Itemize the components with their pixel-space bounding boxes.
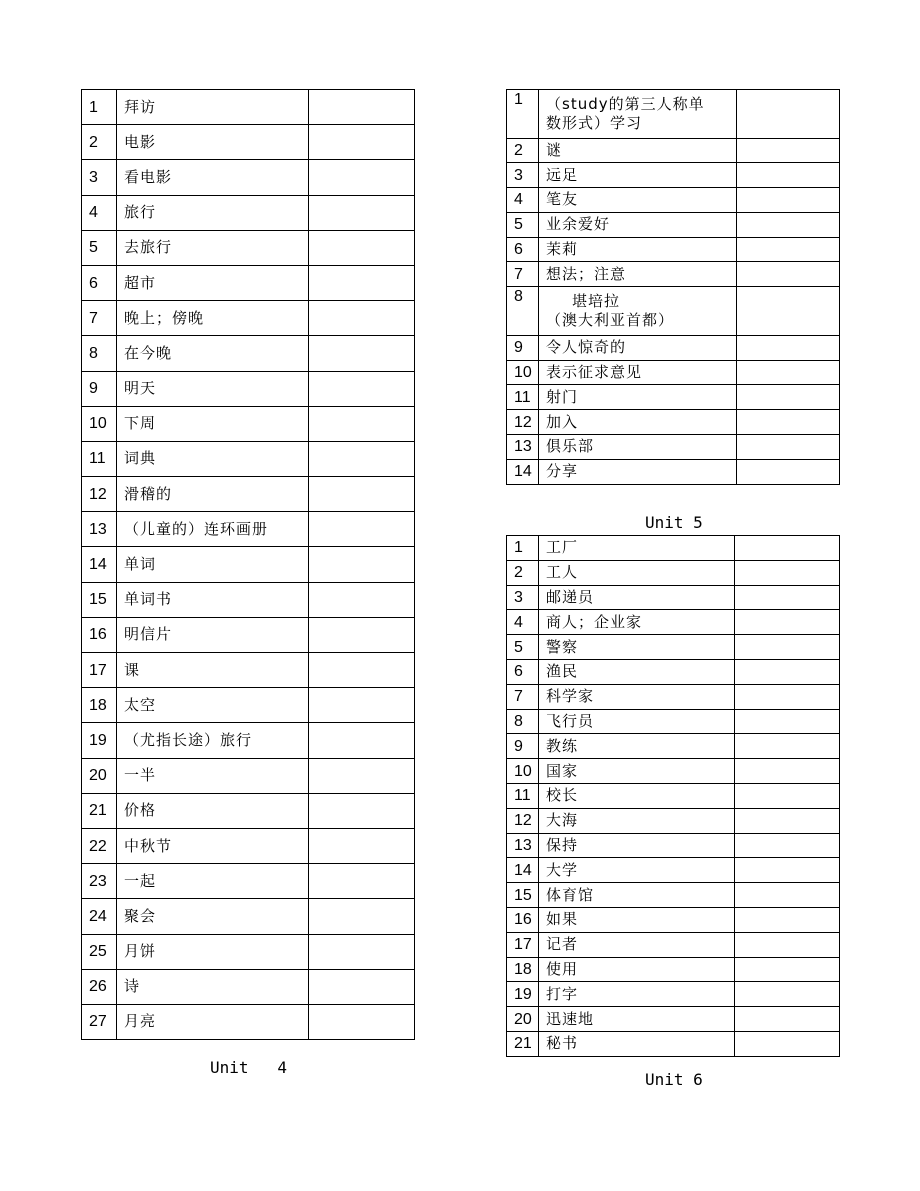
row-number: 7 — [507, 262, 539, 287]
row-number: 14 — [507, 459, 539, 484]
answer-blank-cell[interactable] — [737, 138, 840, 163]
answer-blank-cell[interactable] — [737, 237, 840, 262]
table-row — [82, 758, 415, 793]
chinese-meaning: 价格 — [117, 793, 309, 828]
row-number: 18 — [82, 688, 117, 723]
chinese-meaning: 一半 — [117, 758, 309, 793]
answer-blank-cell[interactable] — [309, 406, 415, 441]
row-number: 4 — [82, 195, 117, 230]
table-row — [82, 828, 415, 863]
answer-blank-cell[interactable] — [735, 709, 840, 734]
table-row — [82, 899, 415, 934]
table-row — [507, 560, 840, 585]
chinese-meaning: 一起 — [117, 864, 309, 899]
answer-blank-cell[interactable] — [735, 536, 840, 561]
table-row — [507, 659, 840, 684]
row-number: 22 — [82, 828, 117, 863]
row-number: 1 — [507, 536, 539, 561]
answer-blank-cell[interactable] — [309, 371, 415, 406]
answer-blank-cell[interactable] — [309, 441, 415, 476]
table-row — [82, 441, 415, 476]
table-row — [82, 617, 415, 652]
chinese-meaning: 加入 — [539, 410, 737, 435]
chinese-meaning: 笔友 — [539, 188, 737, 213]
answer-blank-cell[interactable] — [309, 336, 415, 371]
table-row — [507, 734, 840, 759]
table-row — [507, 709, 840, 734]
table-row — [82, 688, 415, 723]
answer-blank-cell[interactable] — [735, 808, 840, 833]
row-number: 20 — [507, 1007, 539, 1032]
chinese-meaning: 明天 — [117, 371, 309, 406]
chinese-meaning: 大学 — [539, 858, 735, 883]
table-row — [82, 547, 415, 582]
answer-blank-cell[interactable] — [309, 758, 415, 793]
answer-blank-cell[interactable] — [309, 617, 415, 652]
table-row — [507, 434, 840, 459]
answer-blank-cell[interactable] — [735, 759, 840, 784]
row-number: 12 — [82, 477, 117, 512]
answer-blank-cell[interactable] — [737, 188, 840, 213]
answer-blank-cell[interactable] — [735, 684, 840, 709]
table-row — [507, 287, 840, 336]
chinese-meaning: （儿童的）连环画册 — [117, 512, 309, 547]
row-number: 9 — [507, 335, 539, 360]
chinese-meaning: 打字 — [539, 982, 735, 1007]
chinese-meaning: 教练 — [539, 734, 735, 759]
row-number: 23 — [82, 864, 117, 899]
table-row — [507, 262, 840, 287]
chinese-meaning-line-2: （澳大利亚首都） — [546, 311, 675, 330]
chinese-meaning: 在今晚 — [117, 336, 309, 371]
row-number: 3 — [507, 585, 539, 610]
chinese-meaning: 去旅行 — [117, 230, 309, 265]
chinese-meaning: 旅行 — [117, 195, 309, 230]
answer-blank-cell[interactable] — [309, 969, 415, 1004]
row-number: 15 — [507, 883, 539, 908]
answer-blank-cell[interactable] — [309, 512, 415, 547]
table-row — [507, 163, 840, 188]
answer-blank-cell[interactable] — [735, 610, 840, 635]
chinese-meaning: 电影 — [117, 125, 309, 160]
row-number: 9 — [507, 734, 539, 759]
answer-blank-cell[interactable] — [735, 783, 840, 808]
chinese-meaning-line-1: （study的第三人称单 — [546, 94, 705, 113]
answer-blank-cell[interactable] — [737, 287, 840, 336]
chinese-meaning-line-1: 堪培拉 — [572, 292, 621, 311]
table-row — [82, 230, 415, 265]
chinese-meaning: 单词书 — [117, 582, 309, 617]
table-row — [82, 793, 415, 828]
row-number: 10 — [82, 406, 117, 441]
chinese-meaning-line-2: 数形式）学习 — [546, 113, 643, 132]
chinese-meaning: 茉莉 — [539, 237, 737, 262]
row-number: 16 — [507, 907, 539, 932]
row-number: 5 — [507, 635, 539, 660]
table-row — [507, 932, 840, 957]
row-number: 4 — [507, 188, 539, 213]
table-row — [82, 336, 415, 371]
answer-blank-cell[interactable] — [735, 1007, 840, 1032]
chinese-meaning: 业余爱好 — [539, 212, 737, 237]
answer-blank-cell[interactable] — [737, 385, 840, 410]
chinese-meaning: 警察 — [539, 635, 735, 660]
row-number: 26 — [82, 969, 117, 1004]
table-row — [82, 477, 415, 512]
table-row — [507, 808, 840, 833]
table-row — [507, 957, 840, 982]
answer-blank-cell[interactable] — [735, 1031, 840, 1056]
chinese-meaning: 保持 — [539, 833, 735, 858]
answer-blank-cell[interactable] — [735, 560, 840, 585]
answer-blank-cell[interactable] — [309, 934, 415, 969]
table-row — [507, 610, 840, 635]
table-row — [507, 635, 840, 660]
chinese-meaning: 想法；注意 — [539, 262, 737, 287]
answer-blank-cell[interactable] — [309, 301, 415, 336]
chinese-meaning: 体育馆 — [539, 883, 735, 908]
chinese-meaning: 诗 — [117, 969, 309, 1004]
chinese-meaning: 记者 — [539, 932, 735, 957]
row-number: 6 — [507, 237, 539, 262]
row-number: 15 — [82, 582, 117, 617]
chinese-meaning: 表示征求意见 — [539, 360, 737, 385]
table-row — [507, 1031, 840, 1056]
row-number: 13 — [507, 434, 539, 459]
row-number: 1 — [82, 90, 117, 125]
row-number: 2 — [82, 125, 117, 160]
answer-blank-cell[interactable] — [309, 864, 415, 899]
unit-5-caption: Unit 5 — [645, 513, 703, 532]
row-number: 13 — [507, 833, 539, 858]
row-number: 9 — [82, 371, 117, 406]
answer-blank-cell[interactable] — [309, 899, 415, 934]
answer-blank-cell[interactable] — [309, 688, 415, 723]
row-number: 24 — [82, 899, 117, 934]
answer-blank-cell[interactable] — [309, 547, 415, 582]
answer-blank-cell[interactable] — [735, 833, 840, 858]
table-row — [507, 90, 840, 139]
row-number: 4 — [507, 610, 539, 635]
answer-blank-cell[interactable] — [735, 635, 840, 660]
answer-blank-cell[interactable] — [737, 212, 840, 237]
table-row — [507, 459, 840, 484]
table-row — [82, 265, 415, 300]
table-row — [507, 536, 840, 561]
answer-blank-cell[interactable] — [309, 828, 415, 863]
row-number: 6 — [507, 659, 539, 684]
row-number: 2 — [507, 560, 539, 585]
answer-blank-cell[interactable] — [309, 477, 415, 512]
table-row — [82, 371, 415, 406]
table-row — [507, 410, 840, 435]
row-number: 10 — [507, 759, 539, 784]
answer-blank-cell[interactable] — [735, 659, 840, 684]
answer-blank-cell[interactable] — [735, 957, 840, 982]
chinese-meaning: （尤指长途）旅行 — [117, 723, 309, 758]
answer-blank-cell[interactable] — [735, 883, 840, 908]
chinese-meaning: 明信片 — [117, 617, 309, 652]
chinese-meaning: 词典 — [117, 441, 309, 476]
chinese-meaning: 邮递员 — [539, 585, 735, 610]
row-number: 18 — [507, 957, 539, 982]
chinese-meaning: 渔民 — [539, 659, 735, 684]
row-number: 14 — [82, 547, 117, 582]
answer-blank-cell[interactable] — [309, 160, 415, 195]
table-row — [507, 335, 840, 360]
table-row — [82, 1004, 415, 1039]
row-number: 5 — [507, 212, 539, 237]
table-row — [507, 858, 840, 883]
vocab-table-left — [81, 89, 415, 1040]
chinese-meaning: 大海 — [539, 808, 735, 833]
chinese-meaning: 月亮 — [117, 1004, 309, 1039]
chinese-meaning: 工厂 — [539, 536, 735, 561]
table-row — [507, 360, 840, 385]
chinese-meaning: 课 — [117, 653, 309, 688]
chinese-meaning: 迅速地 — [539, 1007, 735, 1032]
chinese-meaning: 太空 — [117, 688, 309, 723]
answer-blank-cell[interactable] — [309, 653, 415, 688]
table-row — [507, 585, 840, 610]
table-row — [82, 864, 415, 899]
row-number: 27 — [82, 1004, 117, 1039]
chinese-meaning: 科学家 — [539, 684, 735, 709]
table-row — [82, 160, 415, 195]
answer-blank-cell[interactable] — [735, 932, 840, 957]
answer-blank-cell[interactable] — [309, 582, 415, 617]
table-row — [82, 969, 415, 1004]
chinese-meaning: 令人惊奇的 — [539, 335, 737, 360]
row-number: 11 — [507, 385, 539, 410]
answer-blank-cell[interactable] — [737, 90, 840, 139]
row-number: 13 — [82, 512, 117, 547]
row-number: 10 — [507, 360, 539, 385]
table-row — [507, 1007, 840, 1032]
row-number: 12 — [507, 410, 539, 435]
row-number: 8 — [507, 287, 539, 336]
chinese-meaning: 中秋节 — [117, 828, 309, 863]
table-row — [507, 237, 840, 262]
table-row — [82, 653, 415, 688]
chinese-meaning: 秘书 — [539, 1031, 735, 1056]
answer-blank-cell[interactable] — [309, 125, 415, 160]
chinese-meaning: 飞行员 — [539, 709, 735, 734]
chinese-meaning: 俱乐部 — [539, 434, 737, 459]
row-number: 17 — [507, 932, 539, 957]
table-row — [82, 301, 415, 336]
table-row — [507, 833, 840, 858]
chinese-meaning: 商人；企业家 — [539, 610, 735, 635]
table-row — [82, 195, 415, 230]
chinese-meaning: 工人 — [539, 560, 735, 585]
answer-blank-cell[interactable] — [737, 335, 840, 360]
chinese-meaning: 超市 — [117, 265, 309, 300]
answer-blank-cell[interactable] — [309, 1004, 415, 1039]
table-row — [507, 907, 840, 932]
vocab-table-right-top — [506, 89, 840, 485]
answer-blank-cell[interactable] — [735, 585, 840, 610]
chinese-meaning: 使用 — [539, 957, 735, 982]
row-number: 3 — [507, 163, 539, 188]
answer-blank-cell[interactable] — [309, 723, 415, 758]
answer-blank-cell[interactable] — [309, 265, 415, 300]
answer-blank-cell[interactable] — [737, 262, 840, 287]
answer-blank-cell[interactable] — [737, 410, 840, 435]
row-number: 1 — [507, 90, 539, 139]
answer-blank-cell[interactable] — [737, 434, 840, 459]
chinese-meaning: 分享 — [539, 459, 737, 484]
table-row — [82, 406, 415, 441]
row-number: 3 — [82, 160, 117, 195]
chinese-meaning: 月饼 — [117, 934, 309, 969]
answer-blank-cell[interactable] — [735, 907, 840, 932]
table-row — [82, 582, 415, 617]
row-number: 19 — [507, 982, 539, 1007]
row-number: 2 — [507, 138, 539, 163]
chinese-meaning: 射门 — [539, 385, 737, 410]
answer-blank-cell[interactable] — [309, 90, 415, 125]
table-row — [507, 759, 840, 784]
row-number: 7 — [507, 684, 539, 709]
chinese-meaning: 看电影 — [117, 160, 309, 195]
row-number: 20 — [82, 758, 117, 793]
table-row — [507, 684, 840, 709]
chinese-meaning: 下周 — [117, 406, 309, 441]
row-number: 16 — [82, 617, 117, 652]
answer-blank-cell[interactable] — [735, 858, 840, 883]
table-row — [507, 138, 840, 163]
unit-6-caption: Unit 6 — [645, 1070, 703, 1089]
row-number: 8 — [82, 336, 117, 371]
row-number: 14 — [507, 858, 539, 883]
table-row — [82, 934, 415, 969]
table-row — [82, 723, 415, 758]
row-number: 11 — [82, 441, 117, 476]
chinese-meaning: 单词 — [117, 547, 309, 582]
row-number: 6 — [82, 265, 117, 300]
row-number: 7 — [82, 301, 117, 336]
vocab-table-right-bottom — [506, 535, 840, 1057]
answer-blank-cell[interactable] — [309, 230, 415, 265]
row-number: 5 — [82, 230, 117, 265]
row-number: 21 — [507, 1031, 539, 1056]
row-number: 25 — [82, 934, 117, 969]
table-row — [507, 188, 840, 213]
chinese-meaning: 谜 — [539, 138, 737, 163]
chinese-meaning: 滑稽的 — [117, 477, 309, 512]
row-number: 19 — [82, 723, 117, 758]
chinese-meaning: 远足 — [539, 163, 737, 188]
chinese-meaning: 校长 — [539, 783, 735, 808]
answer-blank-cell[interactable] — [735, 734, 840, 759]
answer-blank-cell[interactable] — [735, 982, 840, 1007]
chinese-meaning: 如果 — [539, 907, 735, 932]
table-row — [507, 783, 840, 808]
answer-blank-cell[interactable] — [309, 195, 415, 230]
chinese-meaning — [539, 287, 737, 336]
row-number: 8 — [507, 709, 539, 734]
answer-blank-cell[interactable] — [309, 793, 415, 828]
chinese-meaning: 国家 — [539, 759, 735, 784]
unit-4-caption: Unit 4 — [210, 1058, 288, 1077]
chinese-meaning: 聚会 — [117, 899, 309, 934]
answer-blank-cell[interactable] — [737, 163, 840, 188]
chinese-meaning: 拜访 — [117, 90, 309, 125]
table-row — [507, 883, 840, 908]
row-number: 21 — [82, 793, 117, 828]
table-row — [82, 90, 415, 125]
row-number: 12 — [507, 808, 539, 833]
table-row — [507, 982, 840, 1007]
row-number: 17 — [82, 653, 117, 688]
table-row — [507, 385, 840, 410]
answer-blank-cell[interactable] — [737, 459, 840, 484]
answer-blank-cell[interactable] — [737, 360, 840, 385]
chinese-meaning: 晚上；傍晚 — [117, 301, 309, 336]
table-row — [82, 512, 415, 547]
table-row — [82, 125, 415, 160]
table-row — [507, 212, 840, 237]
chinese-meaning — [539, 90, 737, 139]
row-number: 11 — [507, 783, 539, 808]
